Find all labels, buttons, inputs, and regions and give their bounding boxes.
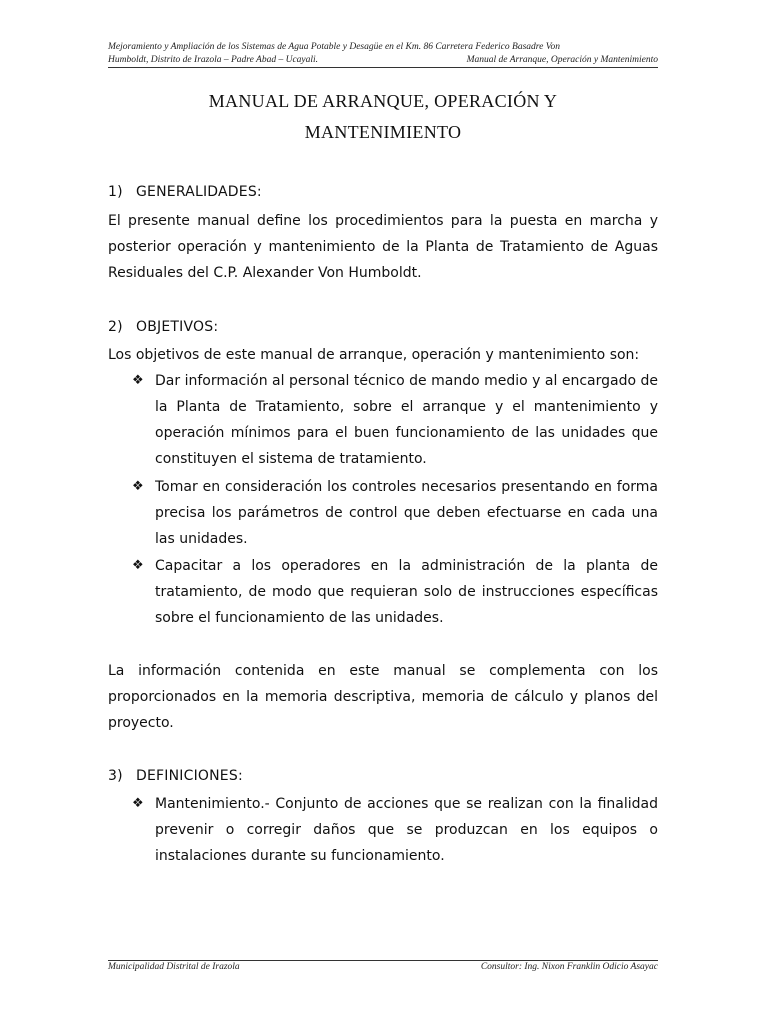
text-line: instalaciones durante su funcionamiento. [155,848,445,864]
document-title [108,86,658,148]
diamond-bullet-icon: ❖ [132,479,144,494]
text-line: Capacitar a los operadores en la administración de la planta de [155,558,658,574]
header-location: Humboldt, Distrito de Irazola – Padre Abad – Ucayali. [108,55,319,65]
text-line: operación mínimos para el buen funcionamiento de las unidades que [155,425,658,441]
section-heading-objetivos [108,319,218,335]
footer-municipality: Municipalidad Distrital de Irazola [108,962,240,972]
diamond-bullet-icon: ❖ [132,373,144,388]
text-line: La información contenida en este manual se complementa con los [108,663,658,679]
text-line: posterior operación y mantenimiento de la Planta de Tratamiento de Aguas [108,239,658,255]
objective-bullet-1 [108,368,658,472]
diamond-bullet-icon: ❖ [132,796,144,811]
title-line-2: MANTENIMIENTO [304,122,462,142]
header-divider [108,67,658,68]
section-number: 2) [108,319,123,335]
objective-bullet-3 [108,553,658,631]
text-line: proyecto. [108,715,174,731]
text-line: Mantenimiento.- Conjunto de acciones que se realizan con la finalidad [155,796,658,812]
paragraph-objetivos-intro [108,342,658,368]
header-line-2 [108,54,658,67]
text-line: la Planta de Tratamiento, sobre el arranque y el mantenimiento y [155,399,658,415]
section-heading-generalidades [108,184,262,200]
footer-consultant: Consultor: Ing. Nixon Franklin Odicio Asayac [480,962,658,972]
text-line: Residuales del C.P. Alexander Von Humboldt. [108,265,422,281]
text-line: Dar información al personal técnico de mando medio y al encargado de [155,373,658,389]
paragraph-objetivos-closing [108,658,658,736]
section-title: DEFINICIONES: [136,768,243,784]
text-line: precisa los parámetros de control que deben efectuarse en cada una [155,505,658,521]
text-line: prevenir o corregir daños que se produzcan en los equipos o [155,822,658,838]
text-line: constituyen el sistema de tratamiento. [155,451,427,467]
section-number: 3) [108,768,123,784]
text-line: proporcionados en la memoria descriptiva, memoria de cálculo y planos del [108,689,658,705]
page-header [108,41,658,67]
section-title: OBJETIVOS: [136,319,219,335]
footer-divider [108,960,658,961]
page-footer [108,962,658,972]
section-heading-definiciones [108,768,243,784]
header-doc-title: Manual de Arranque, Operación y Mantenimiento [466,55,658,65]
section-title: GENERALIDADES: [136,184,262,200]
text-line: Tomar en consideración los controles necesarios presentando en forma [155,479,658,495]
text-line: las unidades. [155,531,248,547]
title-line-1: MANUAL DE ARRANQUE, OPERACIÓN Y [208,91,558,111]
section-number: 1) [108,184,123,200]
text-line: El presente manual define los procedimientos para la puesta en marcha y [108,213,658,229]
header-line-1: Mejoramiento y Ampliación de los Sistemas de Agua Potable y Desagüe en el Km. 86 Carretera Federico Basadre Von [108,42,560,52]
text-line: Los objetivos de este manual de arranque, operación y mantenimiento son: [108,347,640,363]
text-line: tratamiento, de modo que requieran solo de instrucciones específicas [155,584,658,600]
text-line: sobre el funcionamiento de las unidades. [155,610,444,626]
diamond-bullet-icon: ❖ [132,558,144,573]
definition-bullet-1 [108,791,658,869]
objective-bullet-2 [108,474,658,552]
paragraph-generalidades [108,208,658,286]
